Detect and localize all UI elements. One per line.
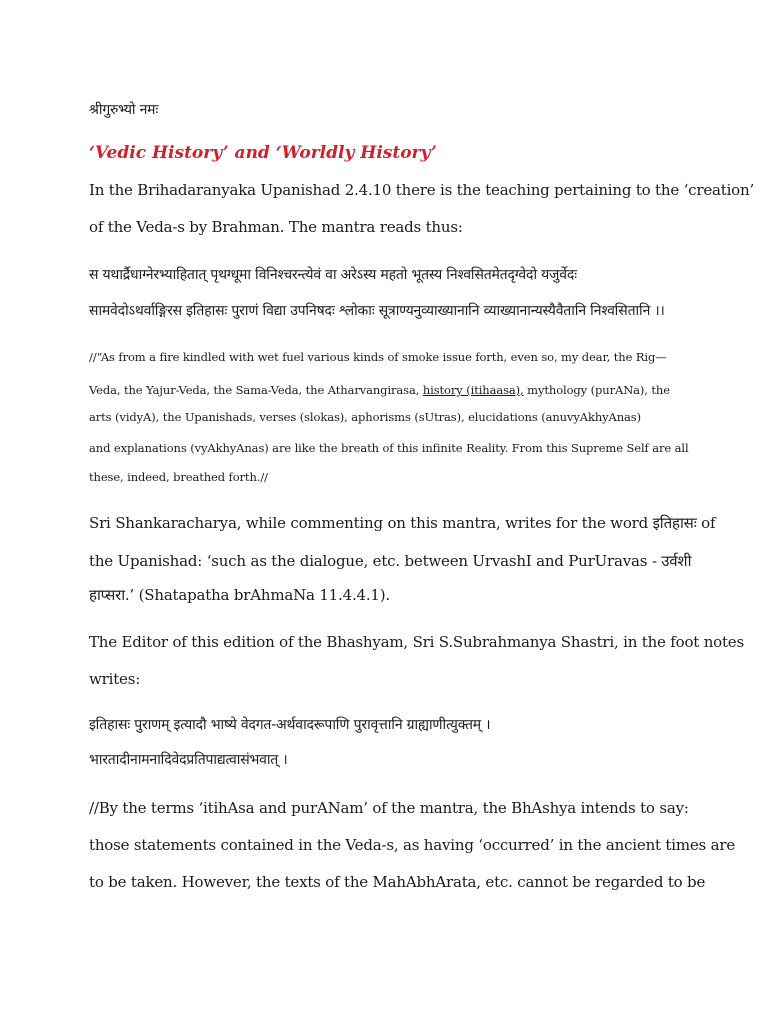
translation-line-5: these, indeed, breathed forth.// (89, 470, 268, 484)
translation-line-2-start: Veda, the Yajur-Veda, the Sama-Veda, the Atharvangirasa, (89, 383, 423, 397)
translation-line-1: //“As from a fire kindled with wet fuel various kinds of smoke issue forth, even so, my dear, the Rig— (89, 350, 667, 364)
editor-note-line-1: The Editor of this edition of the Bhashyam, Sri S.Subrahmanya Shastri, in the foot notes (89, 633, 744, 651)
translation-line-2-end: mythology (purANa), the (523, 383, 670, 397)
mantra-line-2: सामवेदोऽथर्वाङ्गिरस इतिहासः पुराणं विद्या उपनिषदः श्लोकाः सूत्राण्यनुव्याख्यानानि व्याख्यानान्यस्यैवैतानि निश्वसितानि ।। (89, 303, 665, 319)
footnote-sanskrit-line-1: इतिहासः पुराणम् इत्यादौ भाष्ये वेदगत-अर्थवादरूपाणि पुरावृत्तानि ग्राह्याणीत्युक्तम् । (89, 717, 491, 733)
translation-line-4: and explanations (vyAkhyAnas) are like the breath of this infinite Reality. From this Supreme Self are all (89, 441, 689, 455)
commentary-line-2: the Upanishad: ‘such as the dialogue, etc. between UrvashI and PurUravas - उर्वशी (89, 552, 692, 570)
intro-line-1: In the Brihadaranyaka Upanishad 2.4.10 there is the teaching pertaining to the ‘creation’ (89, 181, 755, 199)
explanation-line-3: to be taken. However, the texts of the MahAbhArata, etc. cannot be regarded to be (89, 873, 706, 891)
explanation-line-1: //By the terms ‘itihAsa and purANam’ of the mantra, the BhAshya intends to say: (89, 799, 689, 817)
explanation-line-2: those statements contained in the Veda-s, as having ‘occurred’ in the ancient times are (89, 836, 736, 854)
history-underlined-term: history (itihaasa), (422, 383, 524, 397)
commentary-line-3: हाप्सरा.’ (Shatapatha brAhmaNa 11.4.4.1). (89, 586, 390, 604)
mantra-line-1: स यथार्द्रैधाग्नेरभ्याहितात् पृथग्धूमा विनिश्चरन्त्येवं वा अरेऽस्य महतो भूतस्य निश्वसितमेतदृग्वेदो यजुर्वेदः (89, 267, 577, 283)
translation-line-3: arts (vidyA), the Upanishads, verses (slokas), aphorisms (sUtras), elucidations (anuvyAkhyAnas) (89, 410, 641, 424)
intro-line-2: of the Veda-s by Brahman. The mantra reads thus: (89, 218, 463, 236)
editor-note-line-2: writes: (89, 670, 141, 688)
translation-line-2 (89, 383, 670, 397)
commentary-line-1: Sri Shankaracharya, while commenting on this mantra, writes for the word इतिहासः of (89, 514, 716, 532)
invocation: श्रीगुरुभ्यो नमः (89, 102, 159, 118)
footnote-sanskrit-line-2: भारतादीनामनादिवेदप्रतिपाद्यत्वासंभवात् । (89, 752, 288, 768)
page-title: ‘Vedic History’ and ‘Worldly History’ (89, 143, 437, 163)
